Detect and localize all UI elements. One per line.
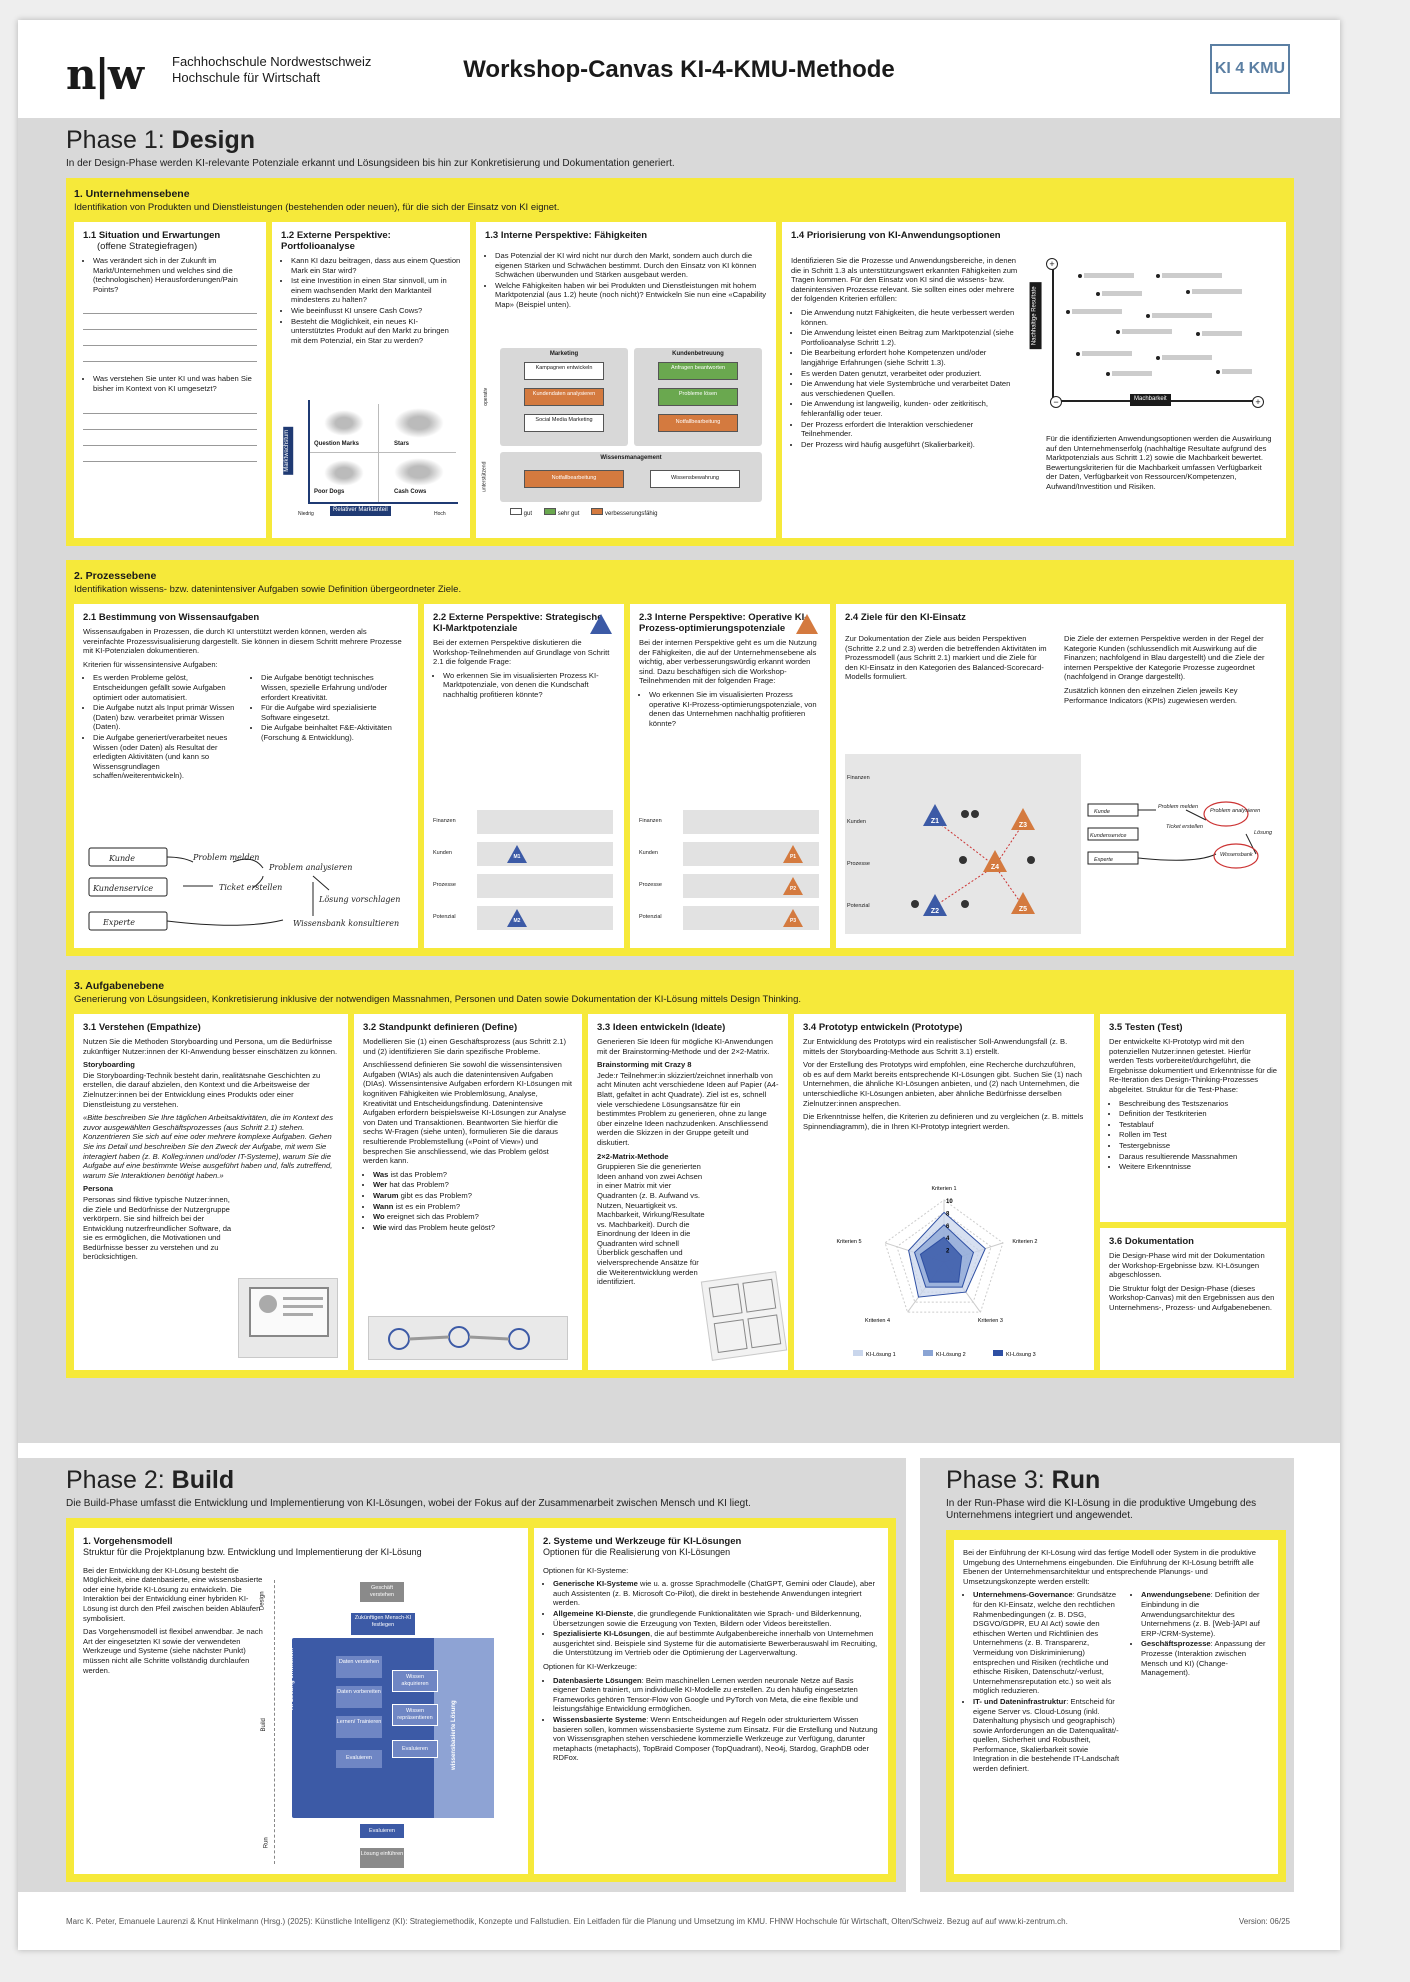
- legend-swatch: [853, 1350, 863, 1356]
- bsc-row: [433, 840, 613, 868]
- test-structure-item: • Daraus resultierende Massnahmen: [1119, 1152, 1277, 1162]
- storyboarding-heading: Storyboarding: [83, 1060, 135, 1070]
- system-option: • Spezialisierte KI-Lösungen, die auf bestimmte Aufgabenbereiche innerhalb von Unternehmen ausgerichtet sind. Beispiele sind Systeme für die automatisierte Bewerberauswahl im Recruiting, die Unterstützung im Vertrieb oder die Optimierung der Lagerverwaltung.: [553, 1629, 879, 1658]
- card-3-4-title: 3.4 Prototyp entwickeln (Prototype): [803, 1022, 963, 1033]
- svg-text:Z3: Z3: [1018, 822, 1028, 829]
- capability-box: Notfallbearbeitung: [658, 414, 738, 432]
- test-text: Der entwickelte KI-Prototyp wird mit den potenziellen Nutzer:innen getestet. Hierfür werden Tests vorbereitet/durchgeführt, die Ergebnisse dokumentiert und Erkenntnisse für die Re-Iteration des Design-Thinking-Prozesses abgeleitet. Struktur für die Test-Phase:: [1109, 1037, 1278, 1094]
- answer-line[interactable]: [83, 314, 257, 330]
- bsc-row: [639, 808, 819, 836]
- goals-sketch: [1086, 794, 1276, 894]
- y-axis-label: Nachhaltige Resultate: [1030, 282, 1042, 349]
- card-build-2: [534, 1528, 888, 1874]
- perspective-question: • Wo erkennen Sie im visualisierten Prozess operative KI-Prozess-optimierungspotenziale, von denen das Unternehmen nachhaltig profitieren könnte?: [649, 690, 821, 728]
- radar-tick: 8: [946, 1211, 950, 1218]
- x-axis-label: Relativer Marktanteil: [330, 506, 391, 516]
- criterion-item: • Die Aufgabe benötigt technisches Wissen, spezielle Erfahrung und/oder erfordert Kreativität.: [261, 673, 401, 702]
- card-2-1-title: 2.1 Bestimmung von Wissensaufgaben: [83, 612, 260, 623]
- system-option: • Allgemeine KI-Dienste, die grundlegende Funktionalitäten wie Sprach- und Bilderkennung, Übersetzungen sowie die Erzeugung von Texten, Bildern oder Videos bereitstellen.: [553, 1609, 879, 1628]
- fhnw-logo: n|w: [66, 50, 142, 99]
- crazy8-heading: Brainstorming mit Crazy 8: [597, 1060, 692, 1070]
- header: [18, 20, 1340, 118]
- svg-text:Kundenservice: Kundenservice: [93, 884, 154, 893]
- criterion-item: • Die Anwendung leistet einen Beitrag zum Marktpotenzial (siehe Portfolioanalyse Schritt 1.2).: [801, 328, 1023, 347]
- perspective-text: Bei der externen Perspektive diskutieren die Workshop-Teilnehmenden auf Grundlage von Schritt 2.1 die folgende Frage:: [433, 638, 610, 667]
- criterion-item: • Der Prozess erfordert die Interaktion verschiedener Teilnehmender.: [801, 420, 1023, 439]
- blue-triangle-icon: [590, 614, 612, 634]
- stage-design: Design: [259, 1591, 266, 1611]
- run-item: • IT- und Dateninfrastruktur: Entscheid für eigene Server vs. Cloud-Lösung (inkl. Datenhaltung physisch und geographisch) sowie Anforderungen an die Datenqualität/-quellen, Sicherheit und Robustheit, Performance, Skalierbarkeit sowie Integration in die bestehende IT-Landschaft werden definiert.: [973, 1697, 1123, 1774]
- step-box: Lösung einführen: [360, 1848, 404, 1868]
- bsc-grid: [433, 808, 613, 934]
- track-label: wissensbasierte Lösung: [451, 1700, 457, 1770]
- run-intro: Bei der Einführung der KI-Lösung wird das fertige Modell oder System in die produktive Umgebung des Unternehmens eingebunden. Die Einführung der KI-Lösung betrifft alle Ebenen der Unternehmensarchitektur und entsprechende Planungs- und Umsetzungskonzepte werden erstellt:: [963, 1548, 1256, 1586]
- answer-line[interactable]: [83, 430, 257, 446]
- capability-map: [481, 348, 764, 518]
- row-label: Prozesse: [433, 882, 456, 889]
- capability-legend: gut sehr gut verbesserungsfähig: [510, 508, 657, 520]
- section3-title: 3. Aufgabenebene: [74, 980, 165, 992]
- card-1-1-title: 1.1 Situation und Erwartungen (offene Strategiefragen): [83, 230, 221, 252]
- step-box: Lernen/ Trainieren: [336, 1716, 382, 1738]
- stage-build: Build: [260, 1718, 267, 1732]
- radar-tick: 2: [946, 1248, 950, 1255]
- capability-box: Notfallbearbeitung: [524, 470, 624, 488]
- card-1-2: [272, 222, 470, 538]
- step-box: Daten verstehen: [336, 1656, 382, 1678]
- step-box: Evaluieren: [360, 1824, 404, 1838]
- school-line-1: Fachhochschule Nordwestschweiz: [172, 54, 372, 69]
- card-3-1-title: 3.1 Verstehen (Empathize): [83, 1022, 201, 1033]
- step-box: Wissen akquirieren: [392, 1670, 438, 1692]
- intro-text: Wissensaufgaben in Prozessen, die durch KI unterstützt werden können, werden als vereinfachte Prozessvisualisierung dargestellt. Sie können in diesem Schritt mehrere Prozesse mit KI-Potenzialen dokumentieren.: [83, 627, 402, 656]
- capability-item: • Das Potenzial der KI wird nicht nur durch den Markt, sondern auch durch die eigenen Stärken und Schwächen bestimmt. Durch den Einsatz von KI können Schwächen überwunden und Stärken ausgebaut werden.: [495, 251, 767, 280]
- phase2-title: Phase 2: Build: [66, 1466, 235, 1494]
- legend-swatch: [923, 1350, 933, 1356]
- phase1-subtitle: In der Design-Phase werden KI-relevante Potenziale erkannt und Lösungsideen bis hin zur Konkretisierung und Dokumentation generiert.: [66, 158, 675, 169]
- step-box: Evaluieren: [392, 1740, 438, 1758]
- phase2-panel: [18, 1458, 906, 1892]
- row-label: Kunden: [433, 850, 452, 857]
- tool-option: • Wissensbasierte Systeme: Wenn Entscheidungen auf Regeln oder strukturiertem Wissen basieren sollen, kommen wissensbasierte Systeme zum Einsatz. Für die Erstellung und Nutzung von Wissensgraphen stehen verschiedene kommerzielle Werkzeuge zur Verfügung, darunter metaphacts (metaphacts), TopBraid Composer (TopQuadrant), Neo4j, Stardog, GraphDB oder RDFox.: [553, 1715, 879, 1763]
- svg-text:Experte: Experte: [103, 918, 135, 927]
- goal-marker-label: M2: [513, 918, 521, 924]
- w-question: • Was ist das Problem?: [373, 1170, 573, 1180]
- radar-label: Kriterien 3: [977, 1318, 1003, 1325]
- run-item: • Geschäftsprozesse: Anpassung der Prozesse (Interaktion zwischen Mensch und KI) (Change-Management).: [1141, 1639, 1269, 1677]
- answer-line[interactable]: [83, 446, 257, 462]
- portfolio-question: • Besteht die Möglichkeit, ein neues KI-unterstütztes Produkt auf den Markt zu bringen mit dem Potenzial, ein Star zu werden?: [291, 317, 461, 346]
- phase1-panel: [18, 118, 1340, 1443]
- row-label: Finanzen: [433, 818, 456, 825]
- goals-text-left: Zur Dokumentation der Ziele aus beiden Perspektiven (Schritte 2.2 und 2.3) werden die betreffenden Aktivitäten im Prozessmodell (aus Schritt 2.1) markiert und die Ziele für den KI-Einsatz in den Kategorien des Balanced-Scorecard-Modells formuliert.: [845, 634, 1047, 682]
- step-box: Wissen repräsentieren: [392, 1704, 438, 1726]
- radar-label: Kriterien 2: [1012, 1238, 1038, 1245]
- svg-text:Kunde: Kunde: [1094, 809, 1110, 815]
- answer-line[interactable]: [83, 330, 257, 346]
- group-kundenbetreuung: Kundenbetreuung: [672, 351, 724, 357]
- row-label: Finanzen: [639, 818, 662, 825]
- group-wissensmanagement: Wissensmanagement: [600, 455, 662, 461]
- bsc-row: [639, 872, 819, 900]
- bsc-row: [433, 808, 613, 836]
- portfolio-question: • Kann KI dazu beitragen, dass aus einem Question Mark ein Star wird?: [291, 256, 461, 275]
- radar-label: Kriterien 5: [836, 1238, 862, 1245]
- process-sketch: [83, 840, 409, 940]
- criterion-item: • Es werden Probleme gelöst, Entscheidungen gefällt sowie Aufgaben optimiert oder automatisiert.: [93, 673, 243, 702]
- run-item: • Anwendungsebene: Definition der Einbindung in die Anwendungsarchitektur des Unternehmens (z. B. [Web-]API auf ERP-/CRM-Systeme).: [1141, 1590, 1269, 1638]
- svg-text:Z2: Z2: [930, 908, 940, 915]
- svg-text:Z4: Z4: [990, 864, 1000, 871]
- w-question: • Wer hat das Problem?: [373, 1180, 573, 1190]
- build-2-subtitle: Optionen für die Realisierung von KI-Lösungen: [543, 1547, 731, 1557]
- doc-text-1: Die Design-Phase wird mit der Dokumentation der Workshop-Ergebnisse bzw. KI-Lösungen abgeschlossen.: [1109, 1251, 1265, 1280]
- orange-triangle-icon: [796, 614, 818, 634]
- goal-marker: [783, 909, 803, 927]
- bsc-grid: [639, 808, 819, 934]
- card-3-6: [1100, 1228, 1286, 1370]
- footer-citation: Marc K. Peter, Emanuele Laurenzi & Knut Hinkelmann (Hrsg.) (2025): Künstliche Intelligenz (KI): Strategiemethodik, Konzepte und Fallstudien. Ein Leitfaden für die Planung und Umsetzung im KMU. FHNW Hochschule für Wirtschaft, Olten/Schweiz. Bezug auf auf www.ki-zentrum.ch.: [66, 1917, 1068, 1926]
- svg-text:Wissensbank konsultieren: Wissensbank konsultieren: [293, 919, 400, 928]
- card-3-3: [588, 1014, 788, 1370]
- w-question: • Warum gibt es das Problem?: [373, 1191, 573, 1201]
- priority-note: Für die identifizierten Anwendungsoptionen werden die Auswirkung auf den Unternehmenserfolg (nachhaltige Resultate aufgrund des Marktpotenzials aus Schritt 1.2) sowie die Machbarkeit bewertet. Bewertungskriterien für die Machbarkeit umfassen Verfügbarkeit der Daten, Verfügbarkeit von Ressourcen/Kompetenzen, Aufwand/Investition und Risiken.: [1046, 434, 1272, 491]
- svg-text:Lösung vorschlagen: Lösung vorschlagen: [319, 895, 401, 904]
- row-label: Kunden: [639, 850, 658, 857]
- process-model-diagram: [259, 1580, 520, 1870]
- card-1-4-title: 1.4 Priorisierung von KI-Anwendungsoptionen: [791, 230, 1001, 241]
- section2-subtitle: Identifikation wissens- bzw. datenintensiver Aufgaben sowie Definition übergeordneter Ziele.: [74, 584, 462, 595]
- goal-marker: [507, 845, 527, 863]
- criterion-item: • Der Prozess wird häufig ausgeführt (Skalierbarkeit).: [801, 440, 1023, 450]
- quadrant-poor-dogs: Poor Dogs: [314, 489, 345, 495]
- step-box: Evaluieren: [336, 1750, 382, 1768]
- matrix-text: Gruppieren Sie die generierten Ideen anhand von zwei Achsen in einer Matrix mit vier Quadranten (z. B. Aufwand vs. Nutzen, Neuartigkeit vs. Machbarkeit, Wirkung/Resultate vs. Machbarkeit). Durch die Einordnung der Ideen in die Quadranten wird schnell Überblick geschaffen und vielversprechende Ansätze für die Weiterentwicklung werden identifiziert.: [597, 1162, 705, 1287]
- card-3-1: [74, 1014, 348, 1370]
- row-label: Potenzial: [847, 903, 870, 909]
- section3-band: [66, 970, 1294, 1378]
- define-text-2: Anschliessend definieren Sie sowohl die wissensintensiven Aufgaben (WIAs) als auch die datenintensiven Aufgaben (DIAs). Wissensintensive Aufgaben erfordern KI-Lösungen mit kognitiven Fähigkeiten wie Problemlösung, Analyse, Kreativität und Entscheidungsfindung. Datenintensive Aufgaben erfordern beispielsweise KI-Lösungen zur Analyse von Daten und Transaktionen. Beantworten Sie hierfür die sechs W-Fragen (siehe unten), formulieren Sie die daraus resultierende Problemstellung («Point of View») und besprechen Sie anschliessend, wie das Problem gelöst werden kann.: [363, 1060, 572, 1166]
- step-box: Geschäft verstehen: [360, 1582, 404, 1602]
- card-3-3-title: 3.3 Ideen entwickeln (Ideate): [597, 1022, 726, 1033]
- question-2: • Was verstehen Sie unter KI und was haben Sie bisher im Kontext von KI umgesetzt?: [93, 374, 257, 393]
- phase2-band: [66, 1518, 896, 1882]
- perspective-text: Bei der internen Perspektive geht es um die Nutzung der Fähigkeiten, die auf der Unternehmensebene als wichtig, aber verbesserungswürdig erkannt worden sind. Dazu beschäftigen sich die Workshop-Teilnehmenden mit der folgenden Frage:: [639, 638, 817, 686]
- capability-box: Kundendaten analysieren: [524, 388, 604, 406]
- prototype-text-2: Vor der Erstellung des Prototyps wird empfohlen, eine Recherche durchzuführen, ob es auf dem Markt bereits entsprechende KI-Lösungen gibt. Suchen Sie (1) nach Unternehmen, die ähnliche KI-Lösungen anbieten, und (2) nach Unternehmen, die unterschiedliche KI-Lösungen anbieten, aber ähnliche Bedürfnisse derselben Zielnutzer:innen ansprechen.: [803, 1060, 1083, 1108]
- define-text-1: Modellieren Sie (1) einen Geschäftsprozess (aus Schritt 2.1) und (2) identifizieren Sie darin spezifische Probleme.: [363, 1037, 567, 1056]
- goal-marker-label: P2: [789, 886, 797, 892]
- card-build-1: [74, 1528, 528, 1874]
- portfolio-matrix: [284, 400, 458, 517]
- priorisierung-text: Identifizieren Sie die Prozesse und Anwendungsbereiche, in denen die in Schritt 1.3 als unterstützungswert erkannten Fähigkeiten zum Tragen kommen. Für den Einsatz von KI sind die wissens- bzw. datenintensiven Prozesse relevant. Sie sollten eines oder mehrere der folgenden Kriterien erfüllen: • Die Anwendung nutzt Fähigkeiten, die heute verbessert werden können. • Die Anwendung leistet einen Beitrag zum Marktpotenzial (siehe Portfolioanalyse Schritt 1.2). • Die Bearbeitung erfordert hohe Kompetenzen und/oder langjährige Erfahrungen (siehe Schritt 1.3). • Es werden Daten genutzt, verarbeitet oder produziert. • Die Anwendung hat viele Systembrüche und verarbeitet Daten aus verschiedenen Quellen. • Die Anwendung ist langweilig, kunden- oder zeitkritisch, fehleranfällig oder teuer. • Der Prozess erfordert die Interaktion verschiedener Teilnehmender. • Der Prozess wird häufig ausgeführt (Skalierbarkeit).: [791, 256, 1023, 453]
- section3-subtitle: Generierung von Lösungsideen, Konkretisierung inklusive der notwendigen Massnahmen, Personen und Daten sowie Dokumentation der KI-Lösung mittels Design Thinking.: [74, 994, 802, 1005]
- card-2-2: [424, 604, 624, 948]
- test-structure-list: [1109, 1099, 1277, 1172]
- row-label: Finanzen: [847, 775, 870, 781]
- svg-text:Problem analysieren: Problem analysieren: [1210, 808, 1261, 814]
- quadrant-question-marks: Question Marks: [314, 441, 360, 447]
- svg-text:Experte: Experte: [1094, 857, 1113, 863]
- priority-points: [1038, 254, 1274, 394]
- quadrant-cash-cows: Cash Cows: [394, 489, 427, 495]
- legend-swatch: [993, 1350, 1003, 1356]
- run-item: • Unternehmens-Governance: Grundsätze für den KI-Einsatz, welche den rechtlichen Rahmenbedingungen (z. B. DSG, DSGVO/GDPR, EU AI Act) sowie den ethischen Werten und Richtlinien des Unternehmens (z. B. Transparenz, Vermeidung von Diskriminierung) entsprechen und Risiken (rechtliche und ethische Risiken, Datenschutz/-verlust, Unternehmensreputation etc.) so weit als möglich reduzieren.: [973, 1590, 1123, 1696]
- answer-line[interactable]: [83, 398, 257, 414]
- x-axis-label: Machbarkeit: [1130, 394, 1171, 406]
- svg-text:Kundenservice: Kundenservice: [1090, 833, 1127, 839]
- goal-marker: [783, 877, 803, 895]
- legend-label: KI-Lösung 2: [936, 1352, 966, 1358]
- bsc-row: [639, 904, 819, 932]
- test-structure-item: • Rollen im Test: [1119, 1130, 1277, 1140]
- phase1-title: Phase 1: Design: [66, 126, 255, 154]
- w-question: • Wo ereignet sich das Problem?: [373, 1212, 573, 1222]
- card-2-4: [836, 604, 1286, 948]
- goal-marker-label: P1: [789, 854, 797, 860]
- card-run: [954, 1540, 1278, 1874]
- bsc-row: [433, 904, 613, 932]
- radar-label: Kriterien 1: [931, 1186, 957, 1192]
- svg-text:Problem melden: Problem melden: [1158, 804, 1199, 810]
- svg-text:Z1: Z1: [930, 818, 940, 825]
- prototype-text-3: Die Erkenntnisse helfen, die Kriterien zu definieren und zu vergleichen (z. B. mittels Spinnendiagramm), die in Ihren KI-Prototyp integriert werden.: [803, 1112, 1084, 1131]
- card-2-4-title: 2.4 Ziele für den KI-Einsatz: [845, 612, 966, 623]
- goals-bsc: [845, 754, 1081, 934]
- criterion-item: • Die Aufgabe nutzt als Input primär Wissen (Daten) bzw. verarbeitet primär Wissen (Daten).: [93, 703, 243, 732]
- answer-line[interactable]: [83, 414, 257, 430]
- priority-matrix: + − + Nachhaltige Resultate Machbarkeit: [1038, 254, 1274, 414]
- svg-text:Z5: Z5: [1018, 906, 1028, 913]
- persona-text: Personas sind fiktive typische Nutzer:innen, die Ziele und Bedürfnisse der Nutzergruppe verkörpern. Sie sind hilfreich bei der Entwicklung nutzerfreundlicher Software, da sie es ermöglichen, die Motivationen und Bedürfnisse besser zu verstehen und zu berücksichtigen.: [83, 1194, 232, 1262]
- portfolio-questions: [281, 256, 461, 345]
- phase3-band: [946, 1530, 1286, 1882]
- w-questions: [363, 1170, 573, 1233]
- w-question: • Wann ist es ein Problem?: [373, 1202, 573, 1212]
- persona-image: [238, 1278, 338, 1358]
- w-question: • Wie wird das Problem heute gelöst?: [373, 1223, 573, 1233]
- svg-text:Lösung: Lösung: [1254, 830, 1273, 836]
- section2-title: 2. Prozessebene: [74, 570, 157, 582]
- radar-tick: 4: [946, 1236, 950, 1243]
- section1-title: 1. Unternehmensebene: [74, 188, 190, 200]
- systems-heading: Optionen für KI-Systeme:: [543, 1565, 629, 1575]
- svg-text:Kunde: Kunde: [109, 854, 135, 863]
- card-1-1: [74, 222, 266, 538]
- goal-marker: [507, 909, 527, 927]
- criterion-item: • Für die Aufgabe wird spezialisierte Software eingesetzt.: [261, 703, 401, 722]
- criterion-item: • Es werden Daten genutzt, verarbeitet oder produziert.: [801, 369, 1023, 379]
- answer-line[interactable]: [83, 346, 257, 362]
- phase3-subtitle: In der Run-Phase wird die KI-Lösung in die produktive Umgebung des Unternehmens integriert und angewendet.: [946, 1498, 1257, 1521]
- tools-list: [543, 1676, 879, 1763]
- perspective-question: • Wo erkennen Sie im visualisierten Prozess KI-Marktpotenziale, von denen die Kundschaft nachhaltig profitieren könnte?: [443, 671, 615, 700]
- persona-heading: Persona: [83, 1184, 113, 1194]
- y-axis-label: Marktwachstum: [283, 427, 293, 475]
- legend-label: KI-Lösung 3: [1006, 1352, 1036, 1358]
- portfolio-question: • Wie beeinflusst KI unsere Cash Cows?: [291, 306, 461, 316]
- phase2-subtitle: Die Build-Phase umfasst die Entwicklung und Implementierung von KI-Lösungen, wobei der Fokus auf der Zusammenarbeit zwischen Mensch und KI liegt.: [66, 1498, 751, 1509]
- card-2-3-title: 2.3 Interne Perspektive: Operative KI-Prozess-optimierungspotenziale: [639, 612, 808, 634]
- capability-box: Probleme lösen: [658, 388, 738, 406]
- portfolio-question: • Ist eine Investition in einen Star sinnvoll, um in einem wachsenden Markt den Marktanteil mindestens zu halten?: [291, 276, 461, 305]
- criterion-item: • Die Aufgabe generiert/verarbeitet neues Wissen (oder Daten) als Resultat der erledigten Aktivitäten (und kann so Wissensgrundlagen schaffen/weiterentwickeln).: [93, 733, 243, 781]
- process-image: [368, 1316, 568, 1360]
- svg-text:Problem melden: Problem melden: [193, 853, 260, 862]
- build-1-title: 1. Vorgehensmodell: [83, 1536, 173, 1547]
- goal-marker-label: M1: [513, 854, 521, 860]
- section1-band: [66, 178, 1294, 546]
- card-1-2-title: 1.2 Externe Perspektive: Portfolioanalyse: [281, 230, 391, 252]
- goal-marker-label: P3: [789, 918, 797, 924]
- card-3-6-title: 3.6 Dokumentation: [1109, 1236, 1194, 1247]
- criterion-item: • Die Bearbeitung erfordert hohe Kompetenzen und/oder langjährige Erfahrungen (siehe Schritt 1.3).: [801, 348, 1023, 367]
- row-label: Potenzial: [433, 914, 456, 921]
- build-1-text-2: Das Vorgehensmodell ist flexibel anwendbar. Je nach Art der eingesetzten KI sowie der verwendeten Werkzeuge und Systeme (siehe nächster Punkt) müssen nicht alle Schritte vollständig durchlaufen werden.: [83, 1627, 263, 1675]
- radar-label: Kriterien 4: [865, 1318, 891, 1325]
- intro-text: Nutzen Sie die Methoden Storyboarding und Persona, um die Bedürfnisse zukünftiger Nutzer:innen der KI-Anwendung besser einschätzen zu können.: [83, 1037, 338, 1056]
- matrix-heading: 2×2-Matrix-Methode: [597, 1151, 669, 1161]
- card-1-3: [476, 222, 776, 538]
- criterion-item: • Die Aufgabe beinhaltet F&E-Aktivitäten (Forschung & Entwicklung).: [261, 723, 401, 742]
- legend-label: KI-Lösung 1: [866, 1352, 896, 1358]
- svg-text:Wissensbank: Wissensbank: [1220, 852, 1253, 858]
- criterion-item: • Die Anwendung nutzt Fähigkeiten, die heute verbessert werden können.: [801, 308, 1023, 327]
- build-2-title: 2. Systeme und Werkzeuge für KI-Lösungen: [543, 1536, 742, 1547]
- card-3-2-title: 3.2 Standpunkt definieren (Define): [363, 1022, 518, 1033]
- page-title: Workshop-Canvas KI-4-KMU-Methode: [463, 56, 895, 83]
- card-2-1: [74, 604, 418, 948]
- storyboarding-text: Die Storyboarding-Technik besteht darin, realitätsnahe Geschichten zu erstellen, die darauf abzielen, den Kontext und die Arbeitsweise der Zielnutzer:innen bei der Entwicklung eines Produkts oder einer Dienstleistung zu verstehen.: [83, 1070, 321, 1109]
- phase3-title: Phase 3: Run: [946, 1466, 1101, 1494]
- radar-tick: 10: [946, 1199, 953, 1205]
- card-2-3: [630, 604, 830, 948]
- bsc-row: [639, 840, 819, 868]
- card-1-4: [782, 222, 1286, 538]
- prototype-text-1: Zur Entwicklung des Prototyps wird ein realistischer Soll-Anwendungsfall (z. B. mittels der Storyboarding-Methode aus Schritt 3.1) erstellt.: [803, 1037, 1068, 1056]
- svg-text:Problem analysieren: Problem analysieren: [269, 863, 353, 872]
- run-list-right: [1131, 1590, 1269, 1774]
- card-2-2-title: 2.2 Externe Perspektive: Strategische KI-Marktpotenziale: [433, 612, 603, 634]
- track-label: KI-Lösung entwickeln: [289, 1647, 295, 1710]
- run-list-left: [963, 1590, 1123, 1774]
- capability-text: [485, 251, 767, 310]
- footer-version: Version: 06/25: [1238, 1917, 1290, 1926]
- row-label: Prozesse: [639, 882, 662, 889]
- question-1: • Was verändert sich in der Zukunft im Markt/Unternehmen und welches sind die (technologischen) Herausforderungen/Pain Points?: [93, 256, 257, 294]
- doc-text-2: Die Struktur folgt der Design-Phase (dieses Workshop-Canvas) mit den Ergebnissen aus den Unternehmens-, Prozess- und Aufgabenebenen.: [1109, 1283, 1275, 1312]
- criteria-heading: Kriterien für wissensintensive Aufgaben:: [83, 659, 218, 669]
- step-box: Daten vorbereiten: [336, 1686, 382, 1708]
- build-1-subtitle: Struktur für die Projektplanung bzw. Entwicklung und Implementierung der KI-Lösung: [83, 1547, 422, 1557]
- storyboarding-quote: «Bitte beschreiben Sie Ihre täglichen Arbeitsaktivitäten, die im Kontext des zuvor ausgewählten Geschäftsprozesses (aus Schritt 2.1) stehen. Konzentrieren Sie sich auf eine oder mehrere komplexe Aufgaben. Gehen Sie ins Detail und beschreiben Sie den Zweck der Aufgabe, mit wem Sie interagiert haben (z. B. Kolleg:innen und/oder IT-Systeme), warum Sie die Aufgabe auf eine bestimmte Weise ausgeführt haben und, falls zutreffend, warum Sie Interaktionen benötigt haben.»: [83, 1113, 334, 1180]
- side-label: operativ: [483, 387, 490, 406]
- capability-box: Social Media Marketing: [524, 414, 604, 432]
- high-label: Hoch: [434, 511, 446, 517]
- capability-box: Wissensbewahrung: [650, 470, 740, 488]
- card-3-5: [1100, 1014, 1286, 1222]
- tool-option: • Datenbasierte Lösungen: Beim maschinellen Lernen werden neuronale Netze auf Basis eigener Daten trainiert, um individuelle KI-Modelle zu erstellen. Zu den häufig eingesetzten Frameworks gehören Tensor-Flow von Google und PyTorch von Meta, die eine flexible und leistungsfähige Entwicklung ermöglichen.: [553, 1676, 879, 1714]
- svg-text:Ticket erstellen: Ticket erstellen: [1166, 824, 1203, 830]
- low-label: Niedrig: [298, 511, 314, 517]
- section1-subtitle: Identifikation von Produkten und Dienstleistungen (bestehenden oder neuen), für die sich der Einsatz von KI eignet.: [74, 202, 560, 213]
- svg-text:Ticket erstellen: Ticket erstellen: [219, 883, 283, 892]
- system-option: • Generische KI-Systeme wie u. a. grosse Sprachmodelle (ChatGPT, Gemini oder Claude), aber auch Assistenten (z. B. Microsoft Co-Pilot), die direkt in bestehende Anwendungen integriert werden.: [553, 1579, 879, 1608]
- capability-box: Kampagnen entwickeln: [524, 362, 604, 380]
- capability-item: • Welche Fähigkeiten haben wir bei Produkten und Dienstleistungen mit hohem Marktpotenzial (aus 1.2) heute (noch nicht)? Entwickeln Sie nun eine «Capability Map» (Beispiel unten).: [495, 281, 767, 310]
- test-structure-item: • Definition der Testkriterien: [1119, 1109, 1277, 1119]
- step-box: Zukünftigen Mensch-KI festlegen: [350, 1612, 416, 1636]
- tools-heading: Optionen für KI-Werkzeuge:: [543, 1661, 637, 1671]
- build-1-text-1: Bei der Entwicklung der KI-Lösung besteht die Möglichkeit, eine datenbasierte, eine wissensbasierte oder eine hybride KI-Lösung zu entwickeln. Die Interaktion bei der Entwicklung einer hybriden KI-Lösung ist durch den Pfeil zwischen beiden Abläufen symbolisiert.: [83, 1565, 263, 1623]
- crazy8-image: [701, 1271, 787, 1361]
- card-3-4: [794, 1014, 1094, 1370]
- section2-band: [66, 560, 1294, 956]
- ideate-text: Generieren Sie Ideen für mögliche KI-Anwendungen mit der Brainstorming-Methode und der 2×2-Matrix.: [597, 1037, 774, 1056]
- test-structure-item: • Testablauf: [1119, 1120, 1277, 1130]
- bsc-row: [433, 872, 613, 900]
- crazy8-text: Jede:r Teilnehmer:in skizziert/zeichnet innerhalb von acht Minuten acht verschiedene Ideen auf Papier (A4-Blatt, gefaltet in acht Quadrate). Ziel ist es, schnell viele verschiedene Lösungsansätze für ein bestimmtes Problem zu generieren, ohne zu lange über einzelne Ideen nachzudenken. Anschliessend werden die Skizzen in der Gruppe geteilt und diskutiert.: [597, 1070, 779, 1147]
- school-line-2: Hochschule für Wirtschaft: [172, 70, 321, 85]
- radar-chart: [803, 1184, 1085, 1364]
- test-structure-item: • Weitere Erkenntnisse: [1119, 1162, 1277, 1172]
- answer-line[interactable]: [83, 298, 257, 314]
- group-marketing: Marketing: [549, 351, 579, 357]
- criterion-item: • Die Anwendung ist langweilig, kunden- oder zeitkritisch, fehleranfällig oder teuer.: [801, 399, 1023, 418]
- card-3-5-title: 3.5 Testen (Test): [1109, 1022, 1183, 1033]
- poster: [18, 20, 1340, 1950]
- test-structure-item: • Testergebnisse: [1119, 1141, 1277, 1151]
- ki4kmu-logo: KI 4 KMU: [1210, 44, 1290, 94]
- row-label: Potenzial: [639, 914, 662, 921]
- stage-run: Run: [263, 1837, 270, 1849]
- card-1-3-title: 1.3 Interne Perspektive: Fähigkeiten: [485, 230, 648, 241]
- capability-box: Anfragen beantworten: [658, 362, 738, 380]
- card-3-2: [354, 1014, 582, 1370]
- radar-tick: 6: [946, 1223, 950, 1230]
- systems-list: [543, 1579, 879, 1658]
- goals-text-right: Die Ziele der externen Perspektive werden in der Regel der Kategorie Kunden (schlussendlich mit Auswirkung auf die Finanzen; nachfolgend in Blau dargestellt) und die Ziele der internen Perspektive der Kategorie Prozesse zugeordnet (nachfolgend in Orange dargestellt). Zusätzlich können den einzelnen Zielen jeweils Key Performance Indicators (KPIs) zugewiesen werden.: [1064, 634, 1265, 705]
- quadrant-stars: Stars: [394, 441, 410, 447]
- side-label: unterstützend: [481, 461, 488, 492]
- row-label: Kunden: [847, 819, 866, 825]
- test-structure-item: • Beschreibung des Testszenarios: [1119, 1099, 1277, 1109]
- criterion-item: • Die Anwendung hat viele Systembrüche und verarbeitet Daten aus verschiedenen Quellen.: [801, 379, 1023, 398]
- phase3-panel: [920, 1458, 1294, 1892]
- row-label: Prozesse: [847, 861, 870, 867]
- goal-marker: [783, 845, 803, 863]
